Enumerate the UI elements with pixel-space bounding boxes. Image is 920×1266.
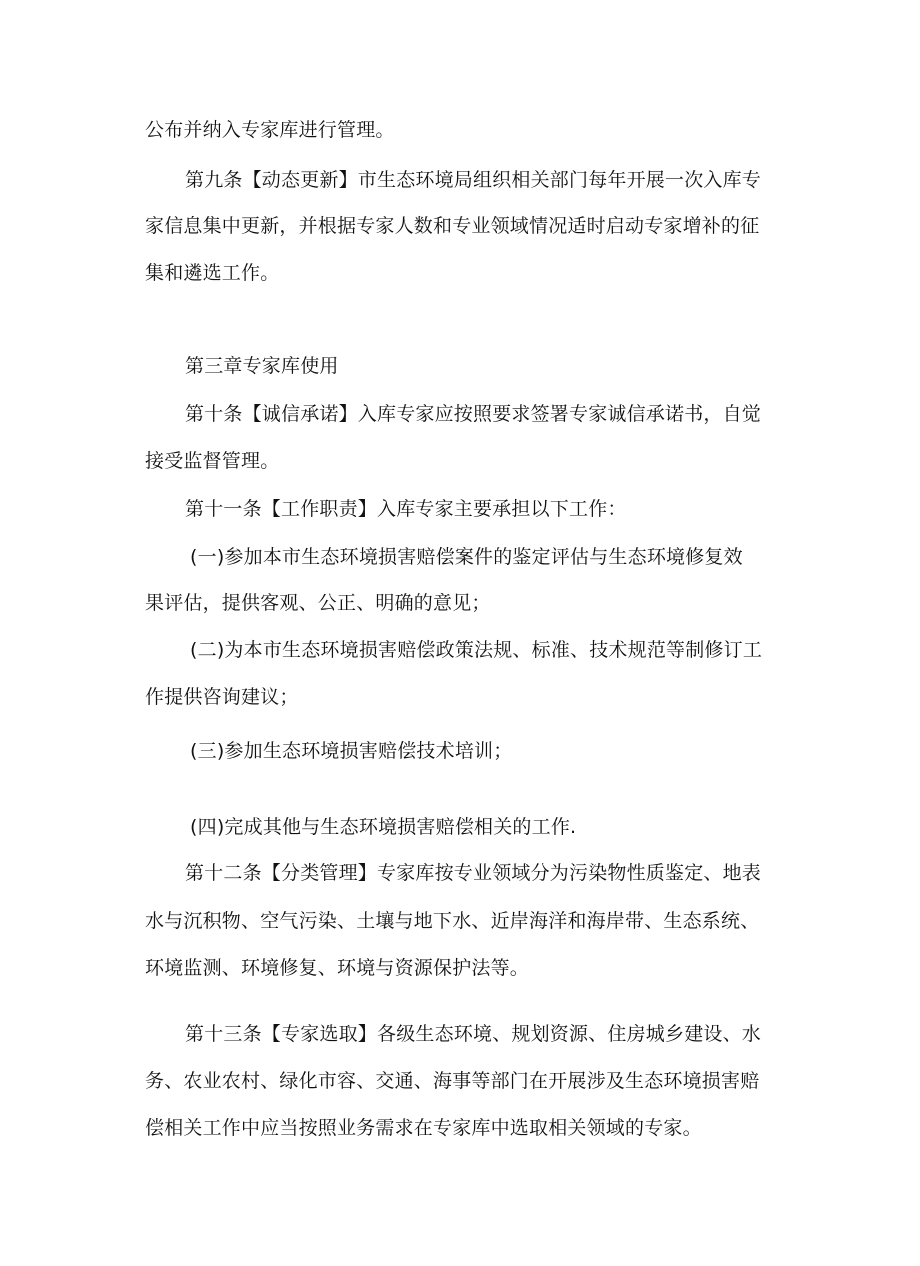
text-line: 作提供咨询建议； xyxy=(145,686,299,708)
article-11-line: 第十一条【工作职责】入库专家主要承担以下工作： xyxy=(185,498,627,520)
text-line: 务、农业农村、绿化市容、交通、海事等部门在开展涉及生态环境损害赔 xyxy=(145,1070,760,1092)
text-line: 集和遴选工作。 xyxy=(145,262,280,284)
article-13-line: 第十三条【专家选取】各级生态环境、规划资源、住房城乡建设、水 xyxy=(185,1023,762,1045)
text-line: 水与沉积物、空气污染、土壤与地下水、近岸海洋和海岸带、生态系统、 xyxy=(145,910,760,932)
text-line: 偿相关工作中应当按照业务需求在专家库中选取相关领域的专家。 xyxy=(145,1117,702,1139)
list-item-2: (二)为本市生态环境损害赔偿政策法规、标准、技术规范等制修订工 xyxy=(190,639,763,661)
article-9-line: 第九条【动态更新】市生态环境局组织相关部门每年开展一次入库专 xyxy=(185,169,762,191)
chapter-heading: 第三章专家库使用 xyxy=(185,355,339,377)
text-line: 公布并纳入专家库进行管理。 xyxy=(145,119,395,141)
text-line: 环境监测、环境修复、环境与资源保护法等。 xyxy=(145,957,530,979)
article-10-line: 第十条【诚信承诺】入库专家应按照要求签署专家诚信承诺书，自觉 xyxy=(185,403,762,425)
text-line: 家信息集中更新，并根据专家人数和专业领域情况适时启动专家增补的征 xyxy=(145,215,760,237)
article-12-line: 第十二条【分类管理】专家库按专业领域分为污染物性质鉴定、地表 xyxy=(185,862,762,884)
list-item-1: (一)参加本市生态环境损害赔偿案件的鉴定评估与生态环境修复效 xyxy=(190,546,743,568)
text-line: 果评估，提供客观、公正、明确的意见； xyxy=(145,592,491,614)
list-item-4: (四)完成其他与生态环境损害赔偿相关的工作. xyxy=(190,816,577,838)
text-line: 接受监督管理。 xyxy=(145,450,280,472)
list-item-3: (三)参加生态环境损害赔偿技术培训； xyxy=(190,740,513,762)
